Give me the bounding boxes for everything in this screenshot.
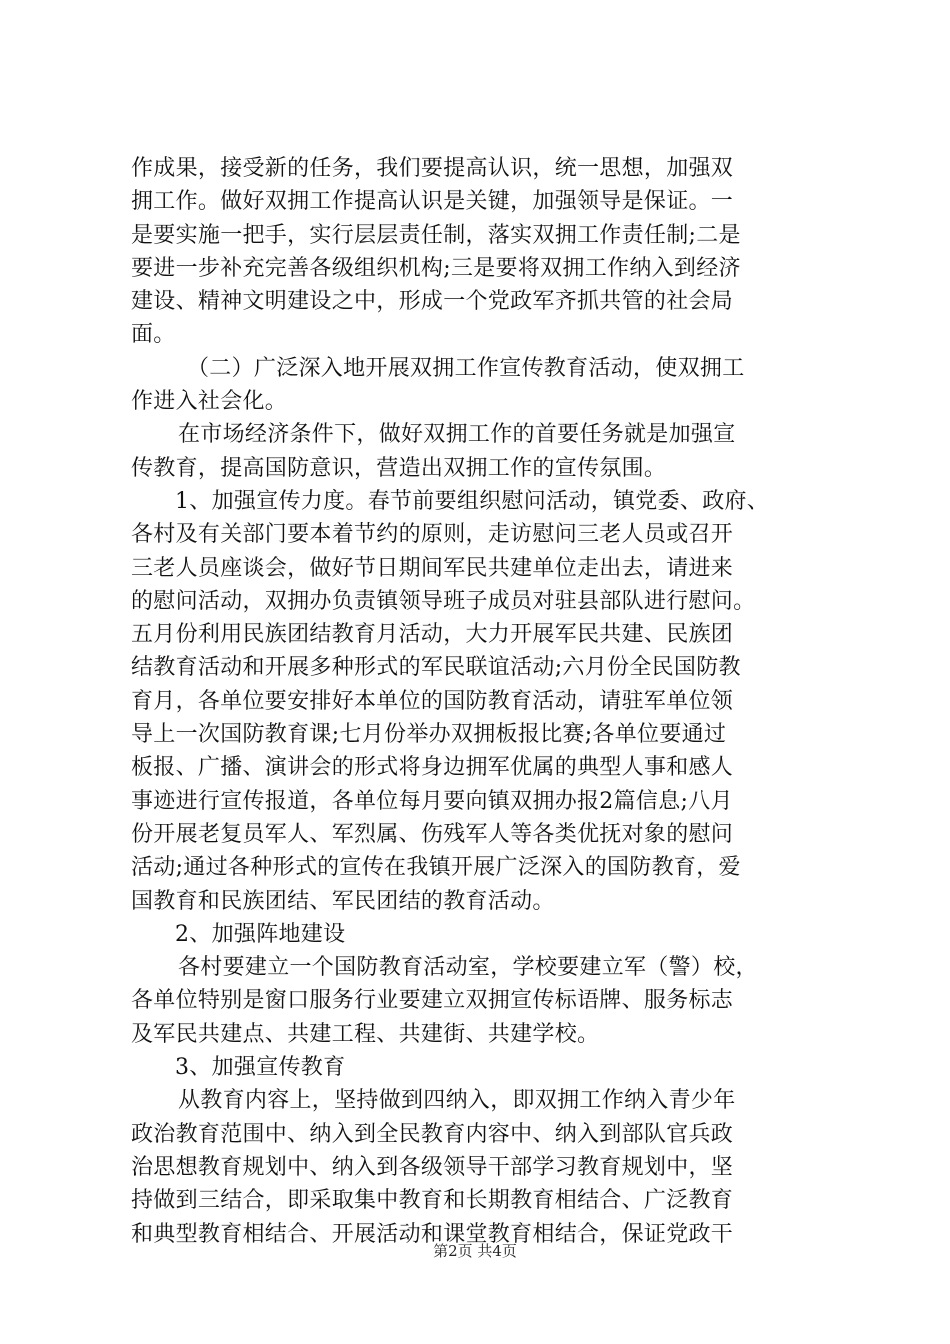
body-line: 作进入社会化。 xyxy=(131,389,288,415)
body-line: 份开展老复员军人、军烈属、伤残军人等各类优抚对象的慰问 xyxy=(131,821,734,847)
document-body xyxy=(131,152,831,1251)
body-line: 事迹进行宣传报道，各单位每月要向镇双拥办报2篇信息;八月 xyxy=(131,788,733,814)
subsection-heading: 2、加强阵地建设 xyxy=(175,921,346,947)
paragraph-start: 从教育内容上，坚持做到四纳入，即双拥工作纳入青少年 xyxy=(178,1088,736,1114)
body-line: 三老人员座谈会，做好节日期间军民共建单位走出去，请进来 xyxy=(131,555,734,581)
body-line: 要进一步补充完善各级组织机构;三是要将双拥工作纳入到经济 xyxy=(131,255,741,281)
body-line: 持做到三结合，即采取集中教育和长期教育相结合、广泛教育 xyxy=(131,1188,734,1214)
body-line: 五月份利用民族团结教育月活动，大力开展军民共建、民族团 xyxy=(131,622,734,648)
subsection-heading: 3、加强宣传教育 xyxy=(175,1055,346,1081)
body-line: 治思想教育规划中、纳入到各级领导干部学习教育规划中，坚 xyxy=(131,1154,734,1180)
body-line: 面。 xyxy=(131,322,176,348)
body-line: 作成果，接受新的任务，我们要提高认识，统一思想，加强双 xyxy=(131,156,734,181)
body-line: 导上一次国防教育课;七月份举办双拥板报比赛;各单位要通过 xyxy=(131,722,727,748)
page-number-footer: 第2页 共4页 xyxy=(433,1242,517,1260)
body-line: 国教育和民族团结、军民团结的教育活动。 xyxy=(131,888,555,914)
body-line: 传教育，提高国防意识，营造出双拥工作的宣传氛围。 xyxy=(131,455,667,481)
body-line: 活动;通过各种形式的宣传在我镇开展广泛深入的国防教育，爱 xyxy=(131,855,741,881)
body-line: 各村及有关部门要本着节约的原则，走访慰问三老人员或召开 xyxy=(131,522,734,548)
body-line: 政治教育范围中、纳入到全民教育内容中、纳入到部队官兵政 xyxy=(131,1121,734,1147)
paragraph-start: 在市场经济条件下，做好双拥工作的首要任务就是加强宣 xyxy=(178,422,736,448)
body-line: 板报、广播、演讲会的形式将身边拥军优属的典型人事和感人 xyxy=(131,755,734,781)
section-heading: （二）广泛深入地开展双拥工作宣传教育活动，使双拥工 xyxy=(187,355,745,381)
body-line: 是要实施一把手，实行层层责任制，落实双拥工作责任制;二是 xyxy=(131,222,741,248)
body-line: 拥工作。做好双拥工作提高认识是关键，加强领导是保证。一 xyxy=(131,189,734,215)
body-line: 的慰问活动，双拥办负责镇领导班子成员对驻县部队进行慰问。 xyxy=(131,588,756,614)
body-line: 建设、精神文明建设之中，形成一个党政军齐抓共管的社会局 xyxy=(131,289,734,315)
body-line: 各单位特别是窗口服务行业要建立双拥宣传标语牌、服务标志 xyxy=(131,988,734,1014)
body-line: 及军民共建点、共建工程、共建街、共建学校。 xyxy=(131,1021,600,1047)
body-line: 结教育活动和开展多种形式的军民联谊活动;六月份全民国防教 xyxy=(131,655,741,681)
body-line: 和典型教育相结合、开展活动和课堂教育相结合，保证党政干 xyxy=(131,1221,734,1247)
body-line: 育月，各单位要安排好本单位的国防教育活动，请驻军单位领 xyxy=(131,688,734,714)
paragraph-start: 各村要建立一个国防教育活动室，学校要建立军（警）校， xyxy=(178,955,758,981)
paragraph-start: 1、加强宣传力度。春节前要组织慰问活动，镇党委、政府、 xyxy=(175,488,770,514)
